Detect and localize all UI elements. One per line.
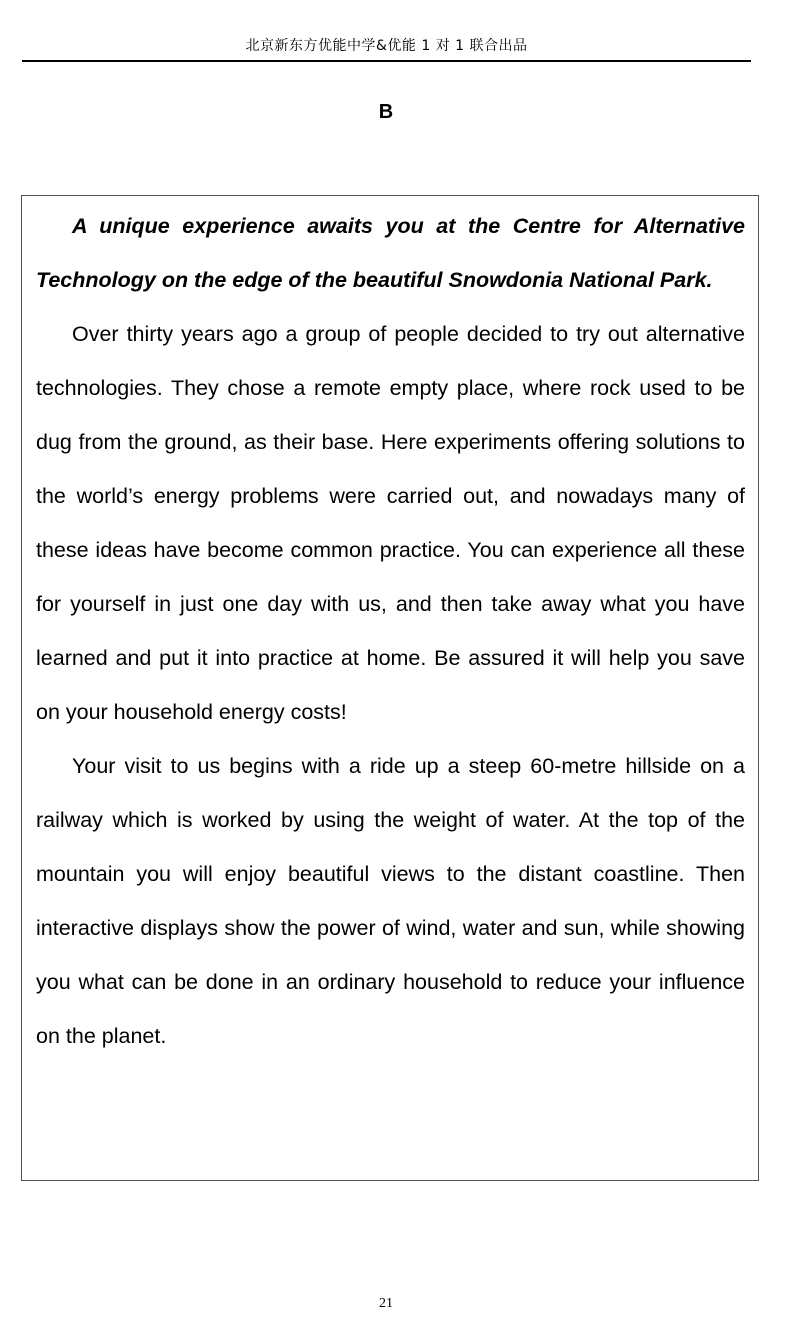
passage-intro-paragraph: A unique experience awaits you at the Centre for Alternative Technology on the edge of the beautiful Snowdonia National Park. xyxy=(36,214,745,292)
page-header: 北京新东方优能中学&优能 1 对 1 联合出品 xyxy=(245,38,528,54)
page-number: 21 xyxy=(379,1296,393,1311)
passage-paragraph: Over thirty years ago a group of people decided to try out alternative technologies. They chose a remote empty place, where rock used to be dug from the ground, as their base. Here experiments offering solutions to the world’s energy problems were carried out, and nowadays many of these ideas have become common practice. You can experience all these for yourself in just one day with us, and then take away what you have learned and put it into practice at home. Be assured it will help you save on your household energy costs! xyxy=(36,322,745,724)
passage-box xyxy=(21,195,759,1181)
passage-paragraph: Your visit to us begins with a ride up a steep 60-metre hillside on a railway which is worked by using the weight of water. At the top of the mountain you will enjoy beautiful views to the distant coastline. Then interactive displays show the power of wind, water and sun, while showing you what can be done in an ordinary household to reduce your influence on the planet. xyxy=(36,754,745,1048)
header-divider xyxy=(22,60,751,62)
section-label: B xyxy=(378,101,394,123)
